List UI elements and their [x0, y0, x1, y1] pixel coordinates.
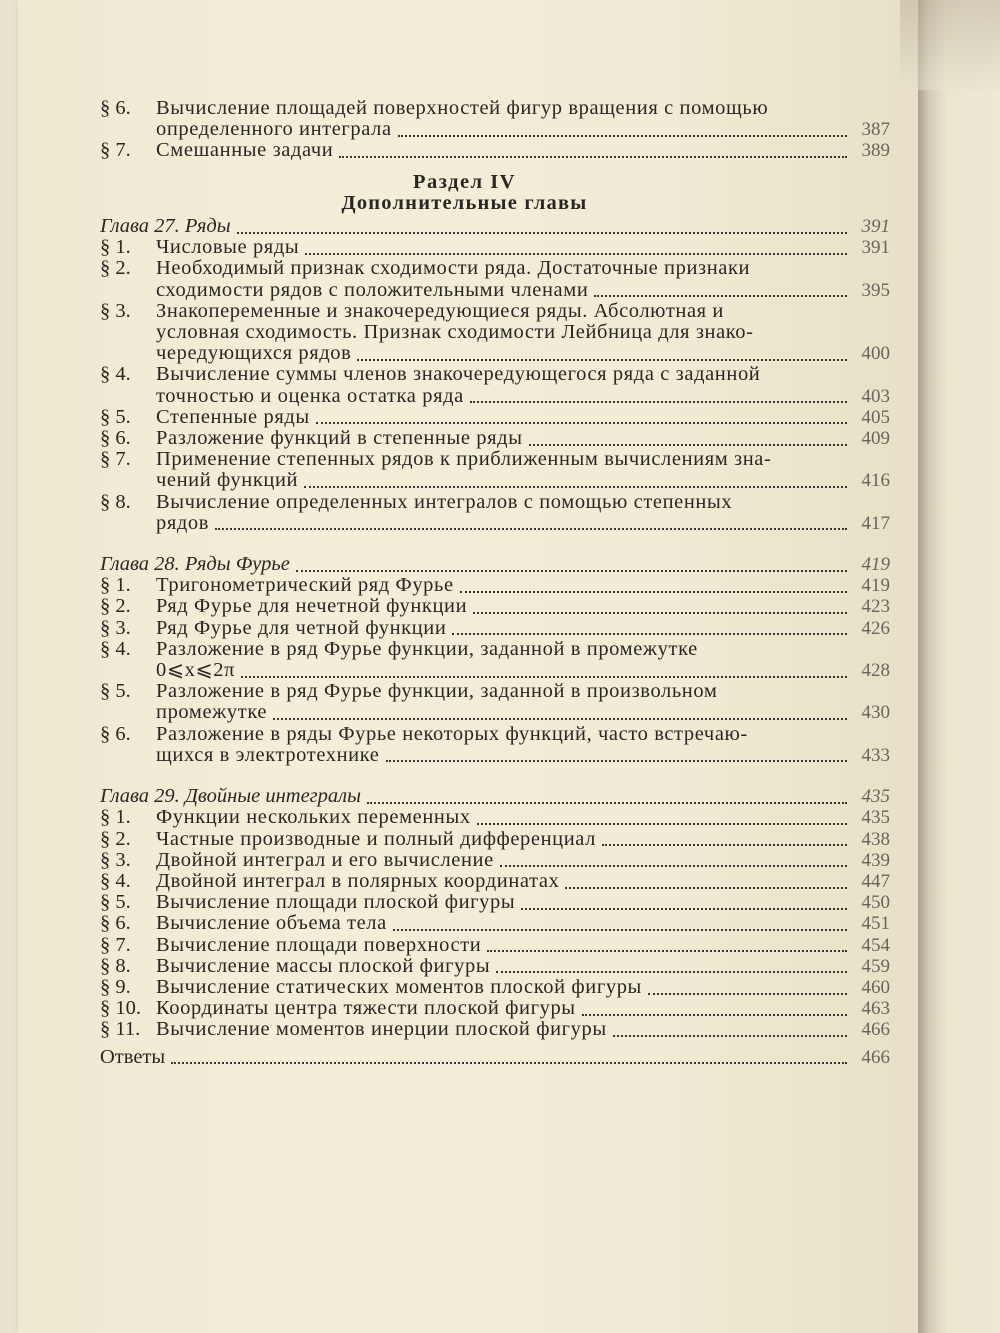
dot-leader — [565, 883, 847, 889]
entry-text — [156, 618, 847, 639]
entry-line: Разложение в ряд Фурье функции, заданной в произвольном — [156, 680, 718, 703]
entry-text — [156, 681, 847, 723]
entry-line: определенного интеграла — [156, 118, 392, 141]
entry-text — [156, 871, 847, 892]
page-number: 423 — [861, 596, 890, 618]
entry-text — [156, 492, 847, 534]
entry-line: Числовые ряды — [156, 236, 300, 259]
page-number: 416 — [861, 470, 890, 492]
entry-text — [156, 956, 847, 977]
chapter-29-items — [82, 806, 890, 1041]
section-number: § 4. — [100, 363, 131, 386]
entry-text — [156, 935, 847, 956]
chapter-title: Глава 29. Двойные интегралы — [100, 785, 361, 808]
dot-leader — [171, 1058, 847, 1064]
section-number: § 4. — [100, 869, 131, 892]
toc-entry — [82, 637, 890, 682]
page-number: 460 — [861, 976, 890, 998]
page-number: 419 — [861, 575, 890, 597]
toc-entry — [82, 405, 890, 428]
page-number: 395 — [861, 279, 890, 301]
entry-line: Вычисление суммы членов знакочередующегося ряда с заданной — [156, 363, 761, 386]
answers-entry — [82, 1045, 890, 1068]
entry-text — [156, 140, 847, 161]
section-number: § 6. — [100, 722, 131, 745]
dot-leader — [357, 355, 847, 361]
chapter-title: Глава 27. Ряды — [100, 215, 231, 238]
section-number: § 5. — [100, 891, 131, 914]
section-number: § 7. — [100, 933, 131, 956]
toc-entry — [82, 806, 890, 829]
dot-leader — [529, 440, 847, 446]
entry-line: Тригонометрический ряд Фурье — [156, 574, 454, 597]
page-number: 438 — [861, 828, 890, 850]
entry-line: Вычисление площадей поверхностей фигур вращения с помощью — [156, 97, 769, 119]
page-number: 419 — [861, 554, 890, 576]
entry-line: Разложение в ряд Фурье функции, заданной в промежутке — [156, 637, 698, 660]
toc-entry — [82, 299, 890, 365]
answers-title: Ответы — [100, 1045, 166, 1068]
entry-line: Степенные ряды — [156, 405, 310, 428]
entry-line: Применение степенных рядов к приближенным вычислениям зна- — [156, 448, 772, 471]
toc-entry — [82, 912, 890, 935]
entry-line: Необходимый признак сходимости ряда. Достаточные признаки — [156, 257, 751, 280]
entry-text — [156, 596, 847, 617]
toc-entry — [82, 848, 890, 871]
section-number: § 6. — [100, 97, 131, 119]
page-number: 466 — [861, 1046, 890, 1068]
toc-entry — [82, 891, 890, 914]
entry-text — [156, 301, 847, 365]
entry-line: сходимости рядов с положительными членами — [156, 278, 589, 301]
dot-leader — [305, 249, 847, 255]
section-number: § 6. — [100, 427, 131, 450]
page-number: 439 — [861, 849, 890, 871]
chapter-28-heading — [82, 553, 890, 576]
dot-leader — [273, 714, 847, 720]
toc-entry — [82, 997, 890, 1020]
entry-line: Координаты центра тяжести плоской фигуры — [156, 997, 576, 1020]
entry-line: Вычисление площади плоской фигуры — [156, 891, 516, 914]
section-number: § 2. — [100, 257, 131, 280]
entry-text — [156, 237, 847, 258]
entry-line: Частные производные и полный дифференциал — [156, 827, 597, 850]
dot-leader — [460, 587, 847, 593]
entry-text — [156, 892, 847, 913]
entry-text — [156, 829, 847, 850]
page-number: 417 — [861, 512, 890, 534]
entry-line: Ряд Фурье для четной функции — [156, 616, 447, 639]
section-number: § 7. — [100, 448, 131, 471]
entry-text — [156, 850, 847, 871]
entry-line: Двойной интеграл в полярных координатах — [156, 869, 560, 892]
entry-text — [156, 575, 847, 596]
page-number: 463 — [861, 998, 890, 1020]
toc-entry — [82, 427, 890, 450]
entry-text — [156, 913, 847, 934]
section-number: § 7. — [100, 139, 131, 162]
page-number: 400 — [861, 343, 890, 365]
section-number: § 5. — [100, 680, 131, 703]
toc-entry — [82, 1018, 890, 1041]
table-of-contents — [82, 97, 890, 1068]
section-number: § 4. — [100, 637, 131, 660]
section-number: § 3. — [100, 616, 131, 639]
section-number: § 3. — [100, 299, 131, 322]
dot-leader — [613, 1031, 847, 1037]
section-number: § 11. — [100, 1018, 141, 1041]
entry-text — [156, 258, 847, 300]
entry-text — [156, 364, 847, 406]
page-number: 409 — [861, 428, 890, 450]
toc-entry — [82, 616, 890, 639]
dot-leader — [452, 629, 847, 635]
toc-entry — [82, 827, 890, 850]
dot-leader — [316, 418, 847, 424]
dot-leader — [473, 608, 847, 614]
dot-leader — [582, 1010, 847, 1016]
entry-line: Вычисление статических моментов плоской фигуры — [156, 975, 642, 998]
chapter-28-items — [82, 574, 890, 766]
section-subtitle: Дополнительные главы — [341, 191, 588, 214]
dot-leader — [500, 861, 847, 867]
entry-line: Вычисление определенных интегралов с помощью степенных — [156, 490, 733, 513]
chapter-27-heading — [82, 215, 890, 238]
entry-line: Знакопеременные и знакочередующиеся ряды. Абсолютная и — [156, 299, 724, 322]
section-number: § 3. — [100, 848, 131, 871]
chapter-title: Глава 28. Ряды Фурье — [100, 553, 290, 576]
entry-line: Двойной интеграл и его вычисление — [156, 848, 494, 871]
toc-entry — [82, 490, 890, 534]
entry-line: Функции нескольких переменных — [156, 806, 471, 829]
dot-leader — [393, 925, 847, 931]
page-number: 450 — [861, 892, 890, 914]
toc-entry — [82, 257, 890, 301]
entry-line: точностью и оценка остатка ряда — [156, 384, 464, 407]
entry-text — [156, 98, 847, 140]
page-number: 405 — [861, 406, 890, 428]
dot-leader — [602, 840, 847, 846]
entry-line: промежутке — [156, 701, 268, 724]
toc-entry — [82, 363, 890, 407]
dot-leader — [521, 904, 847, 910]
chapter-29-heading — [82, 785, 890, 808]
toc-entry — [82, 448, 890, 492]
toc-entry — [82, 595, 890, 618]
section-number: § 1. — [100, 236, 131, 259]
entry-line: Разложение в ряды Фурье некоторых функций, часто встречаю- — [156, 722, 748, 745]
dot-leader — [367, 798, 847, 804]
entry-text — [156, 639, 847, 681]
section-title: Раздел IV — [412, 170, 517, 193]
dot-leader — [304, 482, 847, 488]
section-number: § 1. — [100, 574, 131, 597]
entry-line: Смешанные задачи — [156, 139, 334, 162]
page-number: 433 — [861, 744, 890, 766]
toc-entry — [82, 954, 890, 977]
entry-line: условная сходимость. Признак сходимости Лейбница для знако- — [156, 321, 754, 344]
page-number: 459 — [861, 955, 890, 977]
section-number: § 9. — [100, 975, 131, 998]
toc-entry — [82, 933, 890, 956]
toc-entry — [82, 722, 890, 766]
dot-leader — [241, 672, 847, 678]
entry-line: Вычисление массы плоской фигуры — [156, 954, 491, 977]
entry-text — [156, 407, 847, 428]
page-number: 447 — [861, 870, 890, 892]
section-number: § 8. — [100, 954, 131, 977]
entry-line: Разложение функций в степенные ряды — [156, 427, 523, 450]
page-number: 426 — [861, 617, 890, 639]
entry-text — [156, 998, 847, 1019]
entry-text — [156, 724, 847, 766]
entry-line: Вычисление моментов инерции плоской фигуры — [156, 1018, 607, 1041]
page-edge-shadow — [900, 0, 1000, 90]
entry-line: чередующихся рядов — [156, 342, 352, 365]
toc-entry — [82, 139, 890, 162]
page-number: 428 — [861, 660, 890, 682]
entry-line: 0⩽x⩽2π — [156, 659, 236, 682]
dot-leader — [398, 131, 847, 137]
page-number: 391 — [861, 237, 890, 259]
page-number: 454 — [861, 934, 890, 956]
dot-leader — [296, 566, 847, 572]
entry-text — [156, 449, 847, 491]
dot-leader — [487, 946, 847, 952]
page-number: 389 — [861, 140, 890, 162]
entry-line: Вычисление объема тела — [156, 912, 387, 935]
page-number: 435 — [861, 786, 890, 808]
entry-line: чений функций — [156, 469, 299, 492]
page-number: 435 — [861, 807, 890, 829]
page-number: 403 — [861, 385, 890, 407]
book-gutter — [918, 0, 1000, 1333]
dot-leader — [339, 152, 847, 158]
section-number: § 5. — [100, 405, 131, 428]
entry-text — [156, 428, 847, 449]
entry-text — [156, 977, 847, 998]
top-items-list — [82, 97, 890, 162]
section-number: § 10. — [100, 997, 141, 1020]
entry-text — [156, 807, 847, 828]
dot-leader — [215, 524, 847, 530]
section-number: § 1. — [100, 806, 131, 829]
entry-line: рядов — [156, 511, 210, 534]
page-number: 451 — [861, 913, 890, 935]
dot-leader — [477, 819, 847, 825]
toc-entry — [82, 680, 890, 724]
entry-line: щихся в электротехнике — [156, 743, 380, 766]
entry-line: Вычисление площади поверхности — [156, 933, 482, 956]
dot-leader — [386, 756, 848, 762]
dot-leader — [594, 291, 847, 297]
page-number: 430 — [861, 702, 890, 724]
toc-entry — [82, 869, 890, 892]
entry-text — [156, 1019, 847, 1040]
entry-line: Ряд Фурье для нечетной функции — [156, 595, 468, 618]
section-number: § 2. — [100, 827, 131, 850]
dot-leader — [470, 397, 847, 403]
section-number: § 2. — [100, 595, 131, 618]
page-number: 387 — [861, 119, 890, 141]
dot-leader — [237, 228, 847, 234]
section-number: § 8. — [100, 490, 131, 513]
toc-entry — [82, 574, 890, 597]
toc-entry — [82, 975, 890, 998]
toc-entry — [82, 97, 890, 141]
dot-leader — [648, 989, 847, 995]
toc-entry — [82, 236, 890, 259]
section-number: § 6. — [100, 912, 131, 935]
chapter-27-items — [82, 236, 890, 534]
page-number: 466 — [861, 1019, 890, 1041]
dot-leader — [496, 967, 847, 973]
page-number: 391 — [861, 216, 890, 238]
